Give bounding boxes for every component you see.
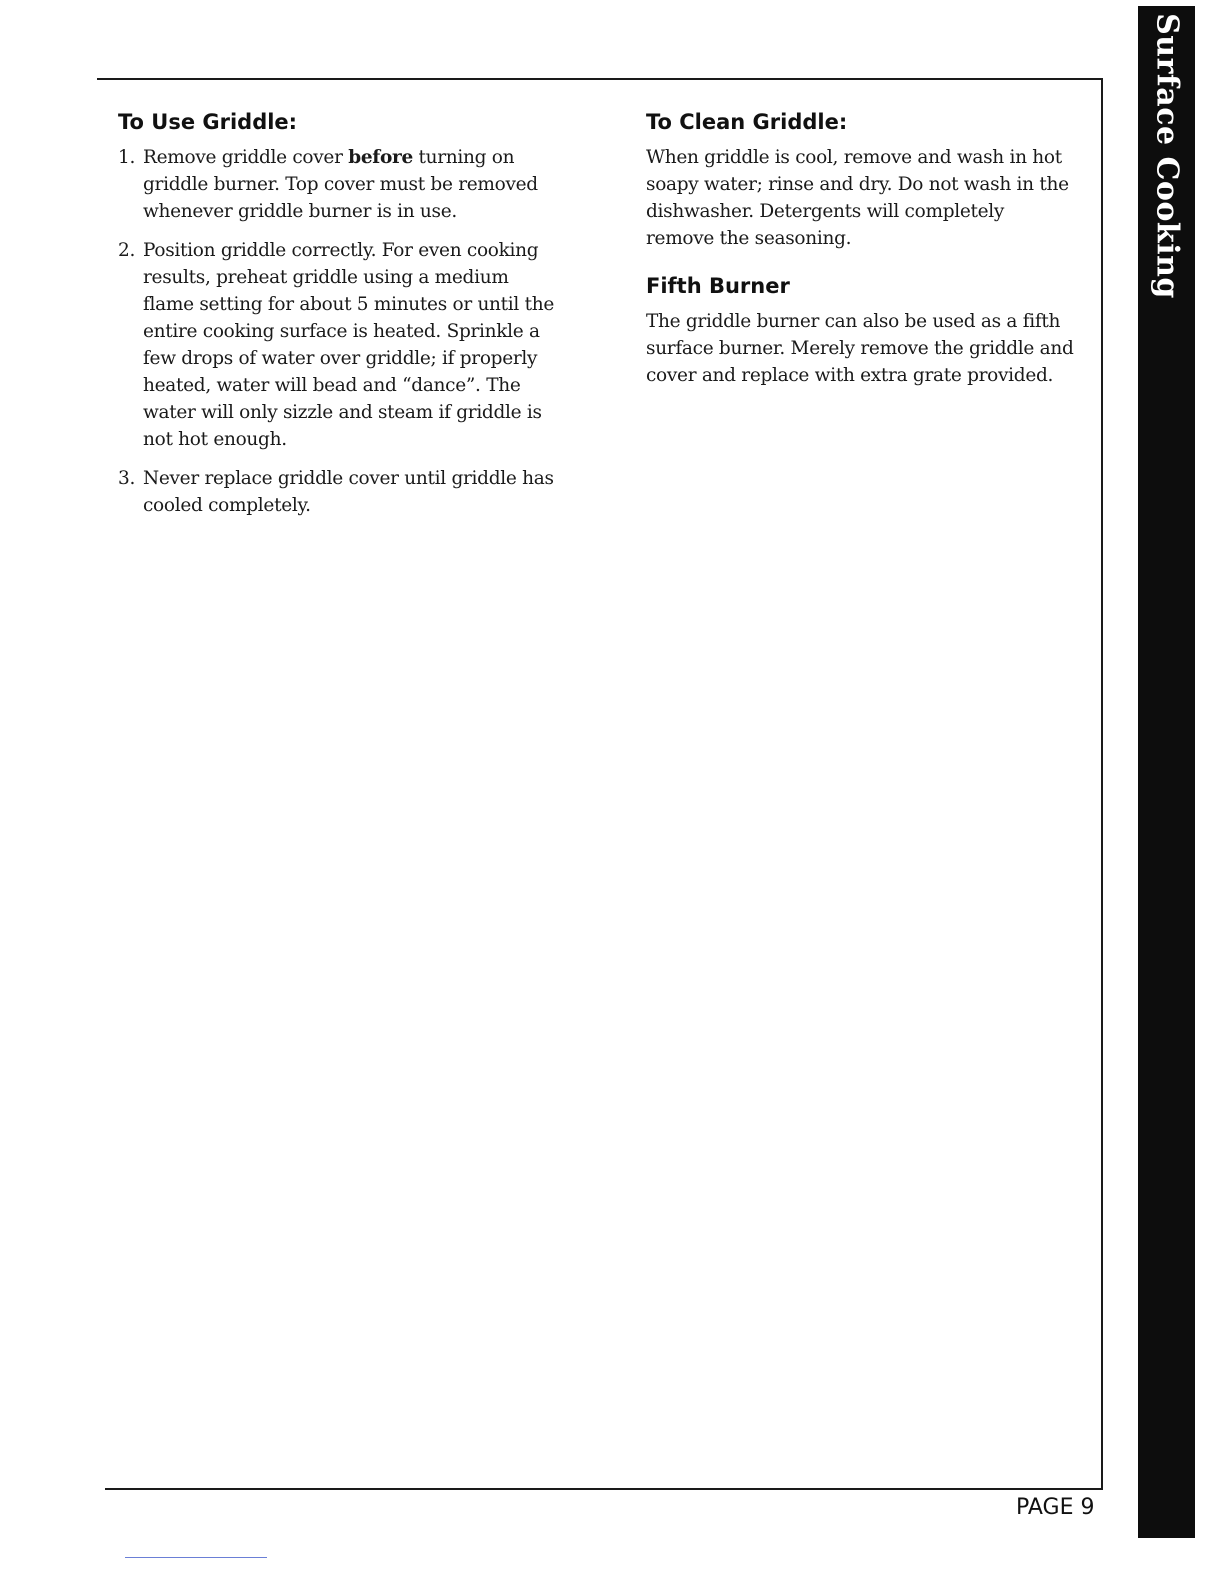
step-text-pre: Remove griddle cover <box>143 147 349 168</box>
right-rule <box>1101 78 1103 1490</box>
bottom-rule <box>105 1488 1103 1490</box>
right-column <box>646 110 1076 399</box>
use-griddle-section <box>118 110 558 531</box>
section-tab <box>1138 6 1195 1538</box>
section-tab-label: Surface Cooking <box>1149 13 1184 299</box>
step-number: 2. <box>118 240 136 261</box>
list-item <box>118 465 558 519</box>
page-number: PAGE 9 <box>1016 1495 1095 1520</box>
fifth-burner-heading: Fifth Burner <box>646 274 790 298</box>
step-text-post: turning on griddle burner. Top cover must be removed whenever griddle burner is in use. <box>143 147 538 222</box>
use-griddle-heading: To Use Griddle: <box>118 110 298 134</box>
step-number: 1. <box>118 147 136 168</box>
list-item <box>118 144 558 225</box>
clean-griddle-heading: To Clean Griddle: <box>646 110 848 134</box>
clean-griddle-text: When griddle is cool, remove and wash in hot soapy water; rinse and dry. Do not wash in the dishwasher. Detergents will completely remove the seasoning. <box>646 147 1069 249</box>
decorative-line <box>125 1557 267 1558</box>
list-item <box>118 237 558 453</box>
top-rule <box>97 78 1103 80</box>
fifth-burner-text: The griddle burner can also be used as a fifth surface burner. Merely remove the griddle and cover and replace with extra grate provided. <box>646 311 1074 386</box>
use-griddle-steps <box>118 144 558 519</box>
step-number: 3. <box>118 468 136 489</box>
step-text: Position griddle correctly. For even cooking results, preheat griddle using a medium flame setting for about 5 minutes or until the entire cooking surface is heated. Sprinkle a few drops of water over griddle; if properly heated, water will bead and “dance”. The water will only sizzle and steam if griddle is not hot enough. <box>143 240 555 450</box>
step-text: Never replace griddle cover until griddle has cooled completely. <box>143 468 554 516</box>
step-text-bold: before <box>348 147 413 168</box>
